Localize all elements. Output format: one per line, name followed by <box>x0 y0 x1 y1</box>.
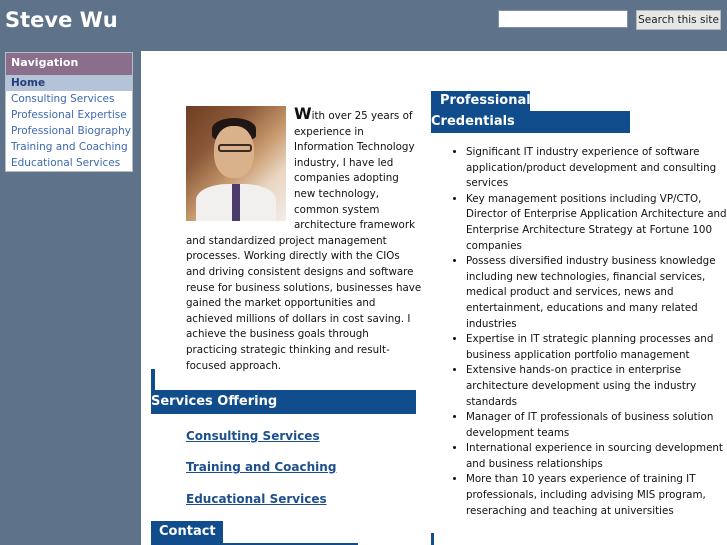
main-content <box>141 51 727 545</box>
nav-item-home[interactable]: Home <box>6 75 132 91</box>
navigation-title: Navigation <box>6 53 132 75</box>
services-heading-text: Services Offering <box>151 394 278 409</box>
services-heading <box>151 390 416 414</box>
credential-item: • Expertise in IT strategic planning processes and business application portfolio management <box>466 332 727 363</box>
search-input[interactable] <box>498 10 628 28</box>
nav-item-consulting-services[interactable]: Consulting Services <box>11 93 115 105</box>
service-link-consulting[interactable]: Consulting Services <box>186 429 320 443</box>
photo-spacer <box>186 106 294 223</box>
intro-dropcap: W <box>294 104 312 123</box>
contact-heading: Contact <box>151 521 223 544</box>
credential-item: • Key management positions including VP/CTO, Director of Enterprise Application Architecture and Enterprise Architecture Strategy at Fortune 100 companies <box>466 192 727 254</box>
credential-item: • Manager of IT professionals of business solution development teams <box>466 410 727 441</box>
intro-text: ith over 25 years of experience in Information Technology industry, I have led companies adopting new technology, common system architecture framework and standardized project management processes. Working directly with the CIOs and driving consistent designs and software reuse for business solutions, businesses have gained the market opportunities and achieved millions of dollars in cost saving. I achieve the business goals through practicing strategic thinking and result-focused approach. <box>186 110 422 372</box>
nav-item-professional-biography[interactable]: Professional Biography <box>11 125 131 137</box>
service-link-educational[interactable]: Educational Services <box>186 492 327 506</box>
search-button[interactable]: Search this site <box>636 10 721 30</box>
credentials-heading-line2: Credentials <box>431 111 630 133</box>
nav-item-training-and-coaching[interactable]: Training and Coaching <box>11 141 128 153</box>
nav-item-educational-services[interactable]: Educational Services <box>11 157 121 169</box>
nav-item-professional-expertise[interactable]: Professional Expertise <box>11 109 127 121</box>
credential-item: • International experience in sourcing development and business relationships <box>466 441 727 472</box>
credential-item: • Extensive hands-on practice in enterprise architecture development using the industry standards <box>466 363 727 410</box>
navigation-panel <box>5 52 133 172</box>
credentials-list <box>449 145 727 519</box>
service-link-training[interactable]: Training and Coaching <box>186 460 337 474</box>
intro-paragraph <box>186 106 422 374</box>
credential-item: • Significant IT industry experience of software application/product development and consulting services <box>466 145 727 192</box>
credentials-heading-line1: Professional <box>431 91 530 111</box>
bottom-accent-bar <box>431 533 434 545</box>
credential-item: • More than 10 years experience of training IT professionals, including advising MIS program, reseraching and teaching at universities <box>466 472 727 519</box>
site-title[interactable]: Steve Wu <box>5 8 118 32</box>
credential-item: • Possess diversified industry business knowledge including new technologies, financial services, medical product and services, news and entertainment, educations and many related industries <box>466 254 727 332</box>
services-accent-bar <box>151 369 155 391</box>
